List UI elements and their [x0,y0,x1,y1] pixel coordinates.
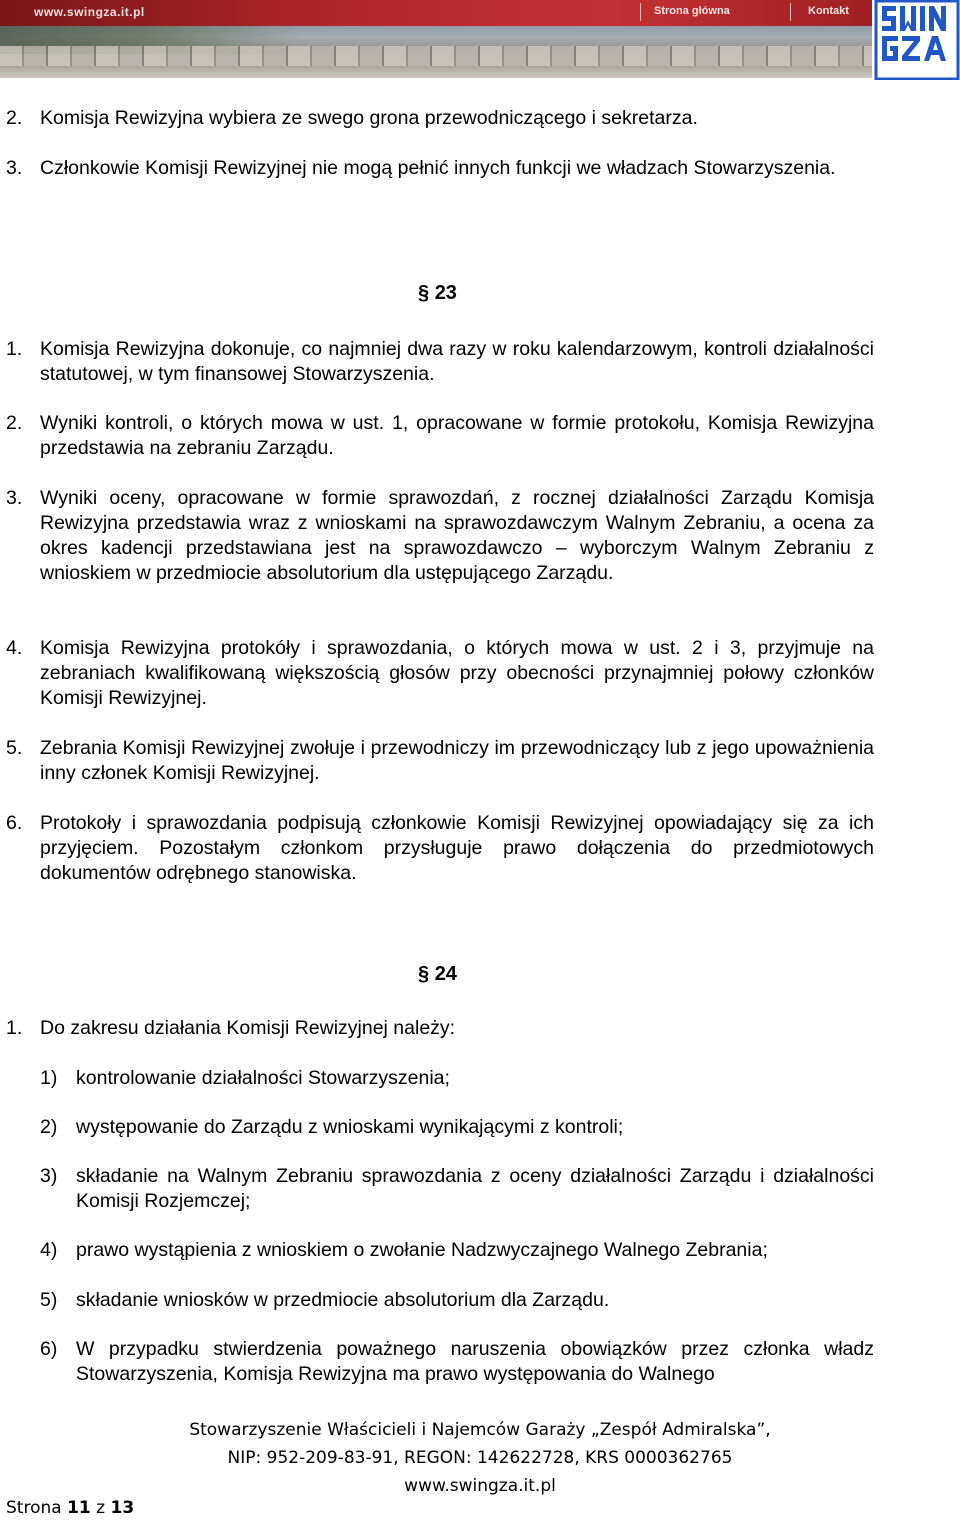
section-heading-23 [418,282,457,305]
subitem-number: 3) [40,1165,58,1187]
section-number: 23 [434,282,457,304]
page-header [0,0,960,82]
footer-organization: Stowarzyszenie Właścicieli i Najemców Garaży „Zespół Admiralska”, [189,1420,771,1440]
footer-website-link[interactable]: www.swingza.it.pl [404,1476,556,1496]
item-number: 5. [6,737,23,759]
subitem-number: 6) [40,1338,58,1360]
item-text: Komisja Rewizyjna protokóły i sprawozdania, o których mowa w ust. 2 i 3, przyjmuje na zebraniach kwalifikowaną większością głosów przy obecności przynajmniej połowy członków Komisji Rewizyjnej. [40,637,874,709]
item-number: 2. [6,412,23,434]
page-footer [0,1416,960,1500]
section-number: 24 [434,963,457,985]
page-prefix: Strona [6,1498,62,1518]
subitem-text: W przypadku stwierdzenia poważnego naruszenia obowiązków przez członka władz Stowarzyszenia, Komisja Rewizyjna ma prawo występowania do Walnego [76,1338,874,1385]
nav-contact-link[interactable]: Kontakt [808,5,849,17]
page-total: 13 [110,1498,135,1518]
subitem-text: prawo wystąpienia z wnioskiem o zwołanie Nadzwyczajnego Walnego Zebrania; [76,1239,768,1261]
item-text: Wyniki oceny, opracowane w formie sprawozdań, z rocznej działalności Zarządu Komisja Rewizyjna przedstawia wraz z wnioskami na sprawozdawczym Walnym Zebraniu, a ocena za okres kadencji przedstawiana jest na sprawozdawczo – wyborczym Walnym Zebraniu z wnioskiem w przedmiocie absolutorium dla ustępującego Zarządu. [40,487,874,584]
subitem-text: składanie wniosków w przedmiocie absolutorium dla Zarządu. [76,1289,610,1311]
item-number: 2. [6,107,23,129]
page-current: 11 [67,1498,91,1518]
subitem-number: 2) [40,1116,58,1138]
banner-road [0,66,872,78]
footer-registration: NIP: 952-209-83-91, REGON: 142622728, KRS 0000362765 [227,1448,733,1468]
subitem-number: 1) [40,1067,58,1089]
page-separator: z [96,1498,106,1518]
subitem-text: składanie na Walnym Zebraniu sprawozdania z oceny działalności Zarządu i działalności Komisji Rozjemczej; [76,1165,874,1212]
item-number: 1. [6,338,23,360]
item-text: Wyniki kontroli, o których mowa w ust. 1, opracowane w formie protokołu, Komisja Rewizyjna przedstawia na zebraniu Zarządu. [40,412,874,459]
subitem-text: kontrolowanie działalności Stowarzyszenia; [76,1067,450,1089]
subitem-number: 5) [40,1289,58,1311]
banner-garages [0,46,872,68]
subitem-text: występowanie do Zarządu z wnioskami wynikającymi z kontroli; [76,1116,624,1138]
section-symbol: § [418,963,430,985]
swingza-logo[interactable] [874,0,960,80]
section-heading-24 [418,963,457,986]
header-url-link[interactable]: www.swingza.it.pl [34,5,145,19]
page-number [6,1498,134,1518]
item-text: Członkowie Komisji Rewizyjnej nie mogą pełnić innych funkcji we władzach Stowarzyszenia. [40,157,836,179]
item-number: 6. [6,812,23,834]
header-banner-image [0,0,872,78]
subitem-number: 4) [40,1239,58,1261]
item-number: 1. [6,1017,23,1039]
nav-separator [790,3,791,21]
item-text: Komisja Rewizyjna dokonuje, co najmniej dwa razy w roku kalendarzowym, kontroli działalności statutowej, w tym finansowej Stowarzyszenia. [40,338,874,385]
item-number: 4. [6,637,23,659]
section-symbol: § [418,282,430,304]
nav-home-link[interactable]: Strona główna [654,5,730,17]
item-text: Komisja Rewizyjna wybiera ze swego grona przewodniczącego i sekretarza. [40,107,698,129]
nav-separator [640,3,641,21]
logo-graphic [874,0,960,80]
item-number: 3. [6,157,23,179]
item-text: Zebrania Komisji Rewizyjnej zwołuje i przewodniczy im przewodniczący lub z jego upoważnienia inny członek Komisji Rewizyjnej. [40,737,874,784]
item-text: Protokoły i sprawozdania podpisują członkowie Komisji Rewizyjnej opowiadający się za ich przyjęciem. Pozostałym członkom przysługuje prawo dołączenia do przedmiotowych dokumentów odrębnego stanowiska. [40,812,874,884]
item-text: Do zakresu działania Komisji Rewizyjnej należy: [40,1017,456,1039]
header-topbar [0,0,872,26]
item-number: 3. [6,487,23,509]
